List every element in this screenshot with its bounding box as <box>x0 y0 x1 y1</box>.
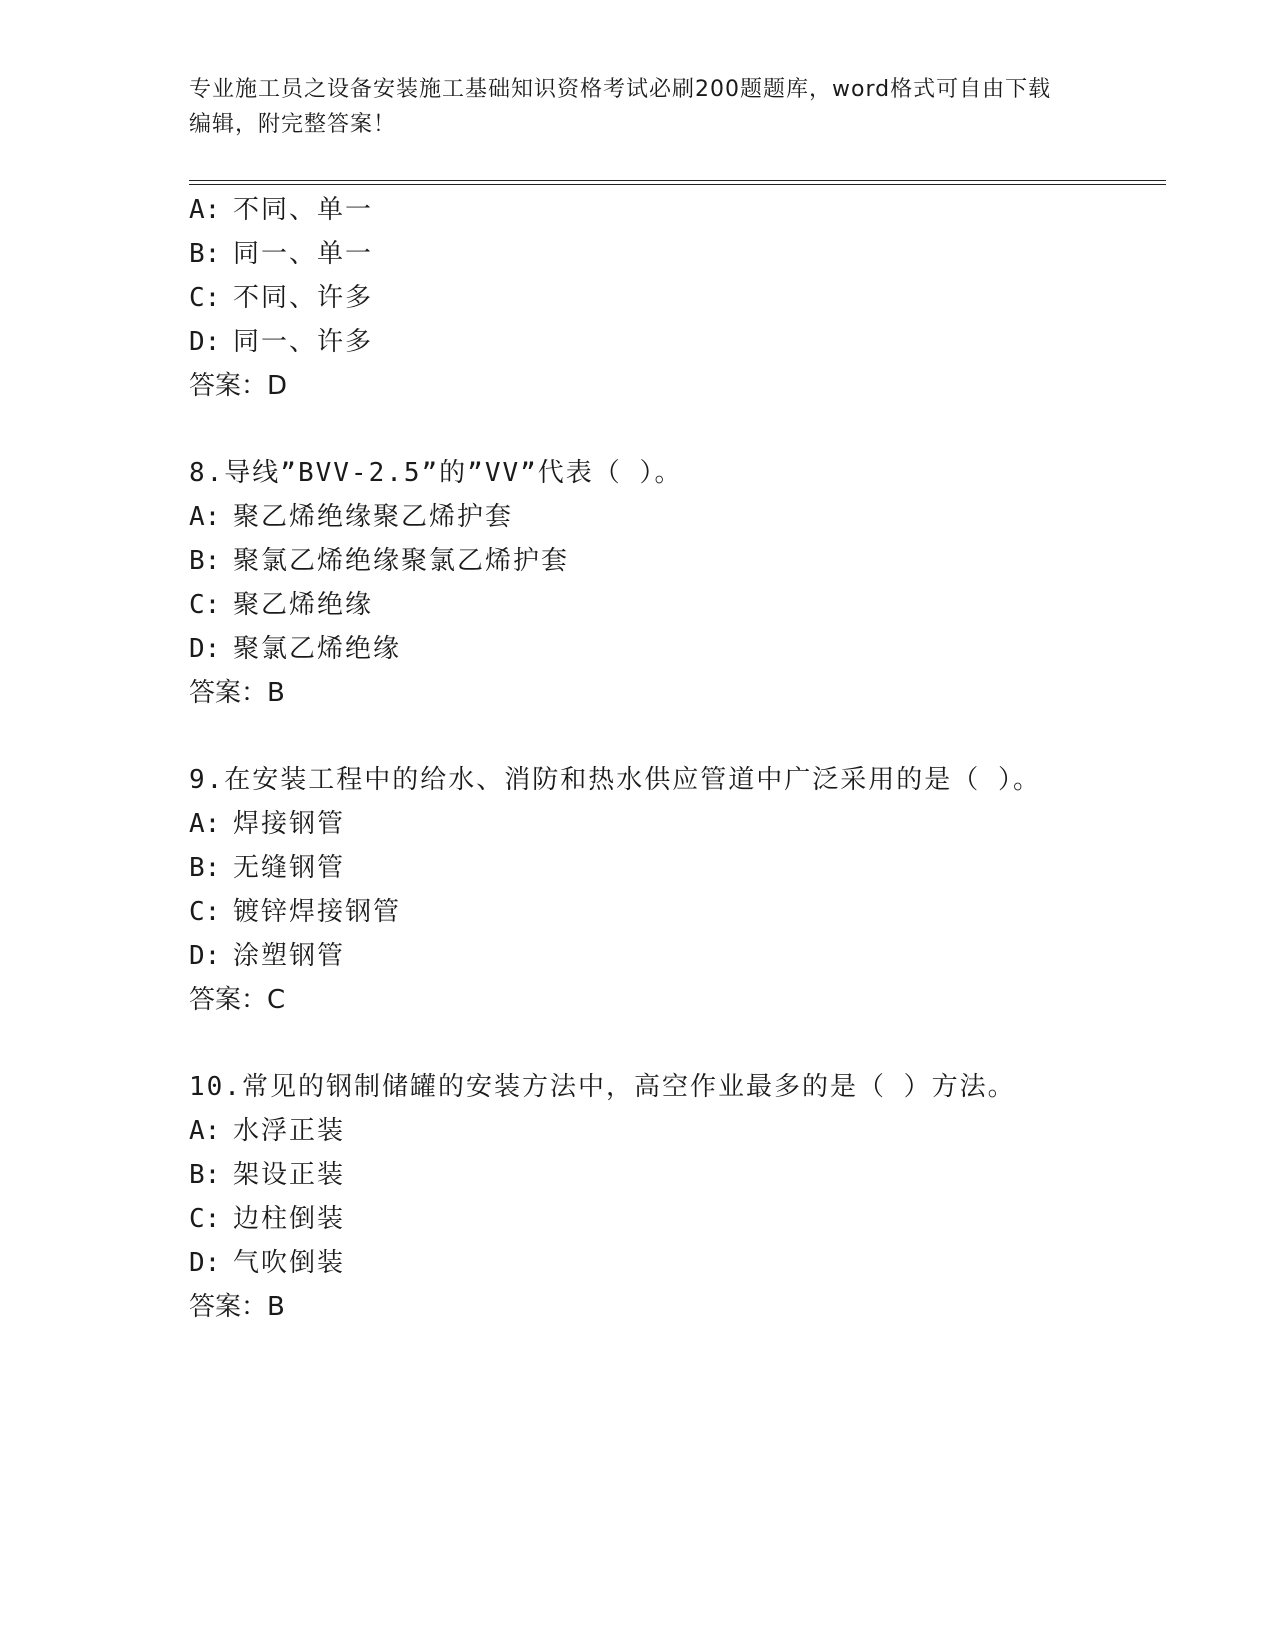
answer: 答案：B <box>189 678 285 708</box>
option-c: C: 聚乙烯绝缘 <box>189 590 374 620</box>
option-a: A: 聚乙烯绝缘聚乙烯护套 <box>189 502 514 532</box>
option-d: D: 涂塑钢管 <box>189 941 346 971</box>
option-d: D: 同一、许多 <box>189 327 374 357</box>
option-a: A: 不同、单一 <box>189 195 374 225</box>
question-9: 9.在安装工程中的给水、消防和热水供应管道中广泛采用的是（ ）。 <box>189 765 1041 795</box>
option-c: C: 不同、许多 <box>189 283 374 313</box>
option-a: A: 水浮正装 <box>189 1116 346 1146</box>
question-8: 8.导线”BVV-2.5”的”VV”代表（ ）。 <box>189 458 683 488</box>
option-c: C: 镀锌焊接钢管 <box>189 897 402 927</box>
option-b: B: 同一、单一 <box>189 239 374 269</box>
option-d: D: 气吹倒装 <box>189 1248 346 1278</box>
option-b: B: 无缝钢管 <box>189 853 346 883</box>
question-10: 10.常见的钢制储罐的安装方法中，高空作业最多的是（ ）方法。 <box>189 1072 1016 1102</box>
answer: 答案：C <box>189 985 286 1015</box>
option-b: B: 聚氯乙烯绝缘聚氯乙烯护套 <box>189 546 570 576</box>
header-rule-bottom <box>189 184 1166 185</box>
document-header: 专业施工员之设备安装施工基础知识资格考试必刷200题题库，word格式可自由下载编辑，附完整答案！ <box>189 77 1052 137</box>
option-a: A: 焊接钢管 <box>189 809 346 839</box>
answer: 答案：D <box>189 371 288 401</box>
answer: 答案：B <box>189 1292 285 1322</box>
option-c: C: 边柱倒装 <box>189 1204 346 1234</box>
option-d: D: 聚氯乙烯绝缘 <box>189 634 402 664</box>
option-b: B: 架设正装 <box>189 1160 346 1190</box>
header-rule-top <box>189 180 1166 181</box>
